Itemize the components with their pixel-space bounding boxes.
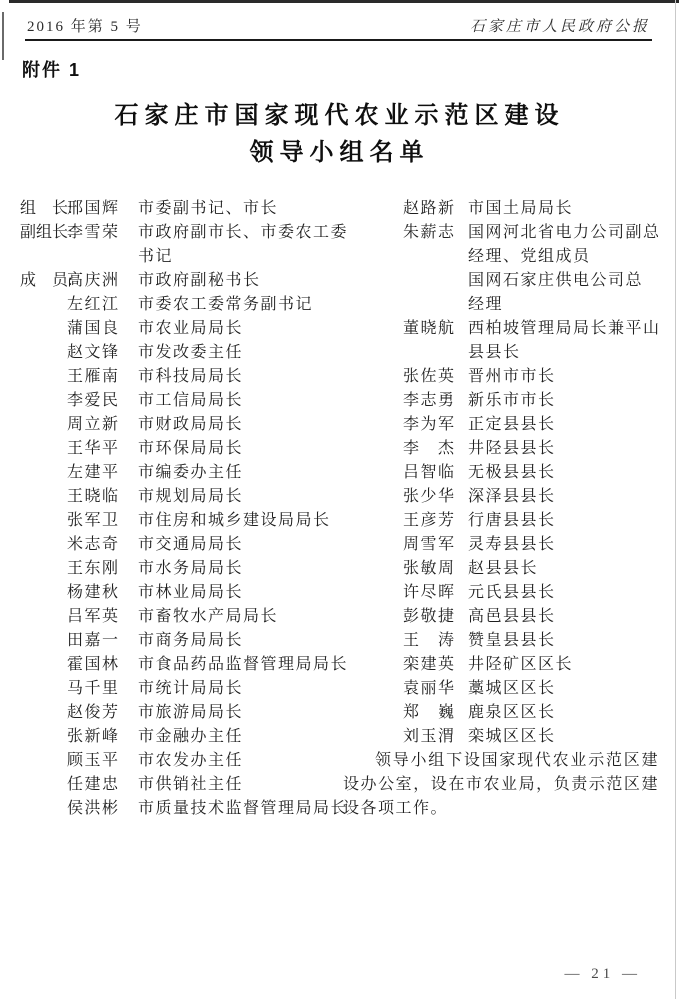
member-title: 县县长 [468, 344, 521, 361]
role-label [20, 653, 67, 677]
member-name: 任建忠 [67, 776, 120, 793]
row-lead [20, 461, 138, 485]
member-name: 栾建英 [403, 656, 456, 673]
member-name: 赵文锋 [67, 344, 120, 361]
row-lead [20, 749, 138, 773]
member-title: 赞皇县县长 [468, 632, 556, 649]
member-title: 市商务局局长 [138, 632, 244, 649]
member-title: 深泽县县长 [468, 488, 556, 505]
roster-row [343, 605, 659, 629]
document-title-line2: 领导小组名单 [249, 139, 430, 166]
roster-row [343, 701, 659, 725]
member-title: 元氏县县长 [468, 584, 556, 601]
row-lead [20, 389, 138, 413]
role-label [20, 245, 67, 269]
row-lead [20, 341, 138, 365]
member-name: 李雪荣 [67, 224, 120, 241]
member-title: 市林业局局长 [138, 584, 244, 601]
row-lead [20, 533, 138, 557]
roster-row [343, 269, 659, 293]
roster-column-left [20, 197, 349, 821]
roster-column-right [343, 197, 659, 821]
roster-row [20, 677, 342, 701]
roster-row [20, 365, 342, 389]
roster-row [20, 317, 342, 341]
roster-row [343, 509, 659, 533]
roster-row [20, 485, 342, 509]
member-name: 王彦芳 [403, 512, 456, 529]
roster-row [20, 341, 342, 365]
roster-row [20, 197, 342, 221]
member-name [403, 245, 468, 269]
member-name: 吕智临 [403, 464, 456, 481]
role-label [20, 749, 67, 773]
role-label [20, 773, 67, 797]
roster-row [343, 557, 659, 581]
role-label [20, 725, 67, 749]
row-lead [20, 509, 138, 533]
member-name [403, 341, 468, 365]
role-label [20, 485, 67, 509]
role-label [20, 557, 67, 581]
member-name: 左建平 [67, 464, 120, 481]
roster-row [20, 725, 342, 749]
roster-row [20, 605, 342, 629]
role-label: 组 长: [20, 200, 73, 217]
row-lead [20, 581, 138, 605]
member-title: 市统计局局长 [138, 680, 244, 697]
row-lead [20, 293, 138, 317]
roster-row [343, 437, 659, 461]
scan-edge-left [2, 12, 4, 60]
role-label [20, 341, 67, 365]
row-lead [20, 221, 138, 245]
scan-edge-top [9, 0, 679, 3]
row-lead [20, 437, 138, 461]
role-label [20, 677, 67, 701]
member-name: 张新峰 [67, 728, 120, 745]
member-title: 西柏坡管理局局长兼平山 [468, 320, 661, 337]
member-name: 周立新 [67, 416, 120, 433]
role-label [20, 533, 67, 557]
roster-row [343, 581, 659, 605]
row-lead [20, 701, 138, 725]
member-name: 彭敬捷 [403, 608, 456, 625]
role-label [20, 509, 67, 533]
member-name: 邢国辉 [67, 200, 120, 217]
roster-row [343, 413, 659, 437]
member-name: 李 杰 [403, 440, 456, 457]
role-label [20, 437, 67, 461]
member-title: 新乐市市长 [468, 392, 556, 409]
member-name: 霍国林 [67, 656, 120, 673]
member-title: 国网河北省电力公司副总 [468, 224, 661, 241]
member-title: 市旅游局局长 [138, 704, 244, 721]
row-lead [20, 797, 138, 821]
closing-paragraph: 领导小组下设国家现代农业示范区建设办公室，设在市农业局，负责示范区建设各项工作。 [343, 752, 659, 817]
member-name: 王雁南 [67, 368, 120, 385]
document-title-line1: 石家庄市国家现代农业示范区建设 [114, 102, 565, 129]
member-title: 经理 [468, 296, 504, 313]
roster-row [20, 653, 349, 677]
roster-row [343, 461, 659, 485]
header-rule [25, 39, 652, 41]
member-name: 高庆洲 [67, 272, 120, 289]
member-name: 王 涛 [403, 632, 456, 649]
member-name: 李志勇 [403, 392, 456, 409]
roster-row [343, 245, 659, 269]
role-label [20, 605, 67, 629]
roster-row [20, 245, 342, 269]
page-number: — 21 — [564, 966, 641, 982]
member-title: 书记 [138, 248, 174, 265]
roster-row [343, 293, 659, 317]
member-title: 无极县县长 [468, 464, 556, 481]
member-name: 王华平 [67, 440, 120, 457]
member-title: 市国土局局长 [468, 200, 574, 217]
member-title: 市科技局局长 [138, 368, 244, 385]
member-title: 藁城区区长 [468, 680, 556, 697]
row-lead [20, 317, 138, 341]
role-label [20, 413, 67, 437]
attachment-label: 附件 1 [22, 60, 82, 80]
row-lead [20, 413, 138, 437]
gazette-name: 石家庄市人民政府公报 [469, 19, 650, 35]
roster-row [20, 773, 342, 797]
roster-row [343, 365, 659, 389]
member-name: 张军卫 [67, 512, 120, 529]
roster-row [20, 797, 349, 821]
role-label [20, 461, 67, 485]
roster-row [20, 557, 342, 581]
roster-row [20, 533, 342, 557]
roster-row [20, 509, 342, 533]
member-title: 市质量技术监督管理局局长 [138, 800, 349, 817]
issue-number: 2016 年第 5 号 [27, 19, 143, 35]
row-lead [20, 245, 138, 269]
member-name: 许尽晖 [403, 584, 456, 601]
member-name: 朱薪志 [403, 224, 456, 241]
roster-row [343, 197, 659, 221]
role-label [20, 317, 67, 341]
row-lead [20, 269, 138, 293]
member-title: 市环保局局长 [138, 440, 244, 457]
roster-row [343, 629, 659, 653]
document-title [0, 97, 679, 171]
member-name: 张敏周 [403, 560, 456, 577]
member-title: 市农业局局长 [138, 320, 244, 337]
member-title: 晋州市市长 [468, 368, 556, 385]
member-title: 市水务局局长 [138, 560, 244, 577]
roster-row [343, 485, 659, 509]
member-title: 市交通局局长 [138, 536, 244, 553]
row-lead [20, 557, 138, 581]
member-name: 杨建秋 [67, 584, 120, 601]
row-lead [20, 605, 138, 629]
member-name: 董晓航 [403, 320, 456, 337]
member-title: 市规划局局长 [138, 488, 244, 505]
roster-row [20, 389, 342, 413]
member-title: 行唐县县长 [468, 512, 556, 529]
roster-row [20, 461, 342, 485]
member-name: 米志奇 [67, 536, 120, 553]
member-title: 高邑县县长 [468, 608, 556, 625]
member-title: 市畜牧水产局局长 [138, 608, 279, 625]
member-title: 井陉县县长 [468, 440, 556, 457]
row-lead [20, 677, 138, 701]
member-name [403, 293, 468, 317]
member-name: 张少华 [403, 488, 456, 505]
member-name: 田嘉一 [67, 632, 120, 649]
roster-row [20, 581, 342, 605]
member-name: 赵路新 [403, 200, 456, 217]
roster-row [343, 653, 659, 677]
role-label: 副组长: [20, 224, 73, 241]
member-title: 鹿泉区区长 [468, 704, 556, 721]
member-name: 郑 巍 [403, 704, 456, 721]
row-lead [20, 485, 138, 509]
roster-row [343, 677, 659, 701]
member-name: 袁丽华 [403, 680, 456, 697]
role-label [20, 701, 67, 725]
row-lead [20, 773, 138, 797]
member-title: 市委农工委常务副书记 [138, 296, 314, 313]
member-name: 顾玉平 [67, 752, 120, 769]
member-title: 经理、党组成员 [468, 248, 591, 265]
roster-row [20, 749, 342, 773]
member-name: 张佐英 [403, 368, 456, 385]
member-name: 刘玉渭 [403, 728, 456, 745]
member-title: 市编委办主任 [138, 464, 244, 481]
member-title: 灵寿县县长 [468, 536, 556, 553]
role-label [20, 581, 67, 605]
member-name: 侯洪彬 [67, 800, 120, 817]
member-title: 市农发办主任 [138, 752, 244, 769]
roster-row [20, 269, 342, 293]
roster-body [20, 197, 659, 821]
member-name: 蒲国良 [67, 320, 120, 337]
roster-row [343, 389, 659, 413]
member-title: 国网石家庄供电公司总 [468, 272, 644, 289]
roster-row [20, 437, 342, 461]
member-title: 市供销社主任 [138, 776, 244, 793]
member-title: 赵县县长 [468, 560, 539, 577]
member-title: 正定县县长 [468, 416, 556, 433]
row-lead [20, 197, 138, 221]
roster-row [343, 221, 659, 245]
roster-row [343, 533, 659, 557]
role-label [20, 629, 67, 653]
member-title: 市财政局局长 [138, 416, 244, 433]
roster-row [343, 725, 659, 749]
member-name: 马千里 [67, 680, 120, 697]
member-name: 吕军英 [67, 608, 120, 625]
roster-row [343, 317, 659, 341]
member-title: 井陉矿区区长 [468, 656, 574, 673]
role-label [20, 389, 67, 413]
role-label: 成 员: [20, 272, 73, 289]
member-title: 市政府副市长、市委农工委 [138, 224, 349, 241]
role-label [20, 365, 67, 389]
member-title: 市金融办主任 [138, 728, 244, 745]
role-label [20, 797, 67, 821]
member-name: 李爱民 [67, 392, 120, 409]
member-name: 左红江 [67, 296, 120, 313]
role-label [20, 293, 67, 317]
member-title: 市政府副秘书长 [138, 272, 261, 289]
roster-row [343, 341, 659, 365]
member-name: 李为军 [403, 416, 456, 433]
member-name: 周雪军 [403, 536, 456, 553]
roster-row [20, 629, 342, 653]
member-title: 栾城区区长 [468, 728, 556, 745]
member-title: 市委副书记、市长 [138, 200, 279, 217]
roster-row [20, 221, 349, 245]
page-header [27, 15, 650, 36]
row-lead [20, 365, 138, 389]
member-title: 市发改委主任 [138, 344, 244, 361]
member-name: 王晓临 [67, 488, 120, 505]
member-title: 市工信局局长 [138, 392, 244, 409]
row-lead [20, 629, 138, 653]
roster-row [20, 701, 342, 725]
row-lead [20, 653, 138, 677]
member-title: 市食品药品监督管理局局长 [138, 656, 349, 673]
member-name: 赵俊芳 [67, 704, 120, 721]
roster-right-rows [343, 197, 659, 749]
member-title: 市住房和城乡建设局局长 [138, 512, 331, 529]
roster-row [20, 293, 342, 317]
roster-row [20, 413, 342, 437]
member-name [403, 269, 468, 293]
member-name: 王东刚 [67, 560, 120, 577]
row-lead [20, 725, 138, 749]
